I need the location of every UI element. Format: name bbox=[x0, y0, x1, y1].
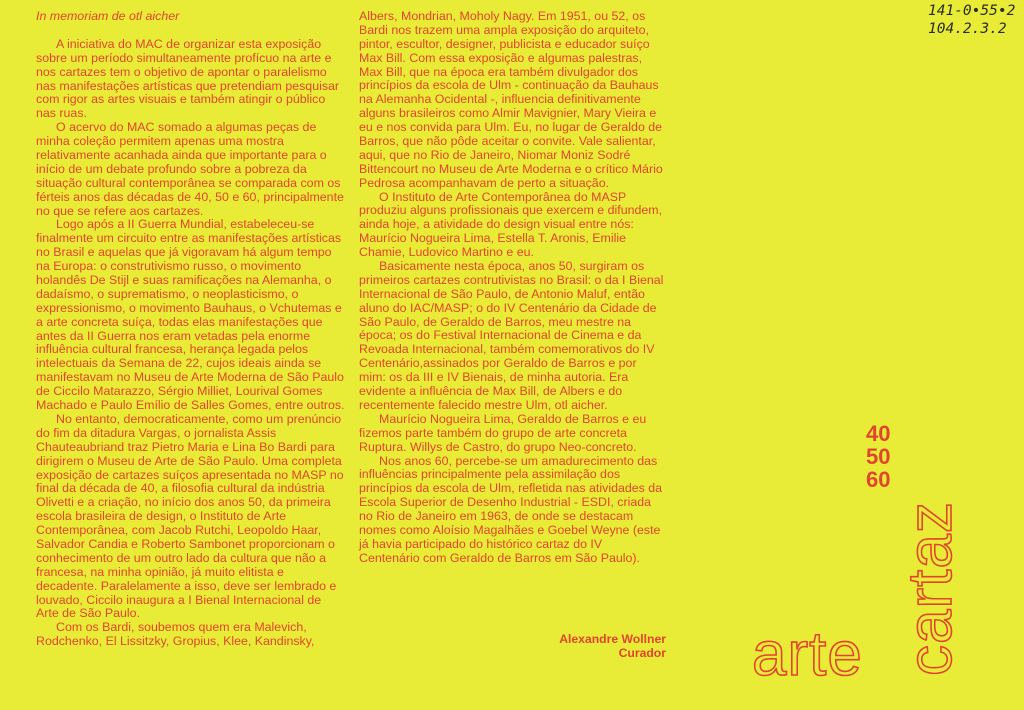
paragraph: No entanto, democraticamente, como um prenúncio do fim da ditadura Vargas, o jornalista Assis Chauteaubriand traz Pietro Maria e Lina Bo Bardi para dirigirem o Museu de Arte de São Paulo. Uma completa exposição de cartazes suíços apresentada no MASP no final da década de 40, a filosofia cultural da indústria Olivetti e a criação, no início dos anos 50, da primeira escola brasileira de design, o Instituto de Arte Contemporânea, com Jacob Rutchi, Leopoldo Haar, Salvador Candia e Roberto Sambonet proporcionam o conhecimento de um outro lado da cultura que não a francesa, na minha opinião, já muito elitista e decadente. Paralelamente a isso, deve ser lembrado e louvado, Ciccilo inaugura a I Bienal Internacional de Arte de São Paulo. bbox=[36, 411, 344, 621]
signature bbox=[546, 632, 666, 660]
paragraph: Logo após a II Guerra Mundial, estabeleceu-se finalmente um circuito entre as manifestações artísticas no Brasil e aquelas que já vigoravam há algum tempo na Europa: o construtivismo russo, o movimento holandês De Stijl e suas ramificações na Alemanha, o dadaísmo, o suprematismo, o neoplasticismo, o expressionismo, o movimento Bauhaus, o Vchutemas e a arte concreta suíça, todas elas manifestações que antes da II Guerra nos eram vetadas pela enorme influência cultural francesa, herança legada pelos intelectuais da Semana de 22, cujos ideais ainda se manifestavam no Museu de Arte Moderna de São Paulo de Ciccilo Matarazzo, Sérgio Milliet, Lourival Gomes Machado e Paulo Emílio de Salles Gomes, entre outros. bbox=[36, 217, 345, 413]
paragraph: O acervo do MAC somado a algumas peças de minha coleção permitem apenas uma mostra relativamente acanhada ainda que importante para o início de um debate profundo sobre a pobreza da situação cultural contemporânea se comparada com os férteis anos das décadas de 40, 50 e 60, principalmente no que se refere aos cartazes. bbox=[36, 120, 344, 218]
title-cartaz: cartaz bbox=[896, 501, 965, 676]
text-column-left bbox=[36, 10, 346, 649]
paragraph: A iniciativa do MAC de organizar esta exposição sobre um período simultaneamente profícuo na arte e nos cartazes tem o objetivo de apontar o paralelismo nas manifestações artísticas que pretendiam pesquisar com rigor as artes visuais e também atingir o público nas ruas. bbox=[36, 36, 340, 121]
paragraph: Nos anos 60, percebe-se um amadurecimento das influências principalmente pela assimilação dos princípios da escola de Ulm, refletida nas atividades da Escola Superior de Desenho Industrial - ESDI, criada no Rio de Janeiro em 1963, de onde se destacam nomes como Aloísio Magalhães e Goebel Weyne (este já havia participado do histórico cartaz do IV Centenário com Geraldo de Barros em São Paulo). bbox=[359, 453, 663, 565]
signature-name: Alexandre Wollner bbox=[559, 632, 666, 646]
decade-40: 40 bbox=[866, 421, 891, 446]
paragraph: Maurício Nogueira Lima, Geraldo de Barros e eu fizemos parte também do grupo de arte concreta Ruptura. Willys de Castro, do grupo Neo-concreto. bbox=[359, 411, 647, 454]
paragraph: O Instituto de Arte Contemporânea do MASP produziu alguns profissionais que exercem e difundem, ainda hoje, a atividade do design visual entre nós: Maurício Nogueira Lima, Estella T. Aronis, Emilie Chamie, Ludovico Martino e eu. bbox=[359, 189, 663, 260]
decades bbox=[866, 422, 890, 491]
dedication: In memoriam de otl aicher bbox=[36, 9, 180, 23]
archive-line-2: 104.2.3.2 bbox=[928, 21, 1007, 37]
paragraph: Basicamente nesta época, anos 50, surgiram os primeiros cartazes contrutivistas no Brasil: o da I Bienal Internacional de São Paulo, de Antonio Maluf, então aluno do IAC/MASP; o do IV Centenário da Cidade de São Paulo, de Geraldo de Barros, meu mestre na época; os do Festival Internacional de Cinema e da Revoada Internacional, também comemorativos do IV Centenário,assinados por Geraldo de Barros e por mim: os da III e IV Bienais, de minha autoria. Era evidente a influência de Max Bill, de Albers e do recentemente falecido mestre Ulm, otl aicher. bbox=[359, 259, 664, 412]
paragraph: Com os Bardi, soubemos quem era Malevich, Rodchenko, El Lissitzky, Gropius, Klee, Kandinsky, bbox=[36, 620, 315, 649]
archive-line-1: 141-0•55•2 bbox=[928, 3, 1016, 19]
title-arte: arte bbox=[752, 620, 863, 689]
archive-annotation bbox=[928, 2, 1015, 38]
signature-role: Curador bbox=[618, 646, 666, 661]
text-column-right bbox=[359, 10, 665, 566]
decade-50: 50 bbox=[866, 444, 891, 469]
paragraph: Albers, Mondrian, Moholy Nagy. Em 1951, ou 52, os Bardi nos trazem uma ampla exposição do arquiteto, pintor, escultor, designer, publicista e educador suíço Max Bill. Com essa exposição e algumas palestras, Max Bill, que na época era também divulgador dos princípios da escola de Ulm - continuação da Bauhaus na Alemanha Ocidental -, influencia definitivamente alguns brasileiros como Almir Mavignier, Mary Vieira e eu e nos convida para Ulm. Eu, no lugar de Geraldo de Barros, que não pôde aceitar o convite. Vale salientar, aqui, que no Rio de Janeiro, Niomar Moniz Sodré Bittencourt no Museu de Arte Moderna e o crítico Mário Pedrosa acompanhavam de perto a situação. bbox=[359, 9, 663, 190]
decade-60: 60 bbox=[866, 467, 891, 492]
